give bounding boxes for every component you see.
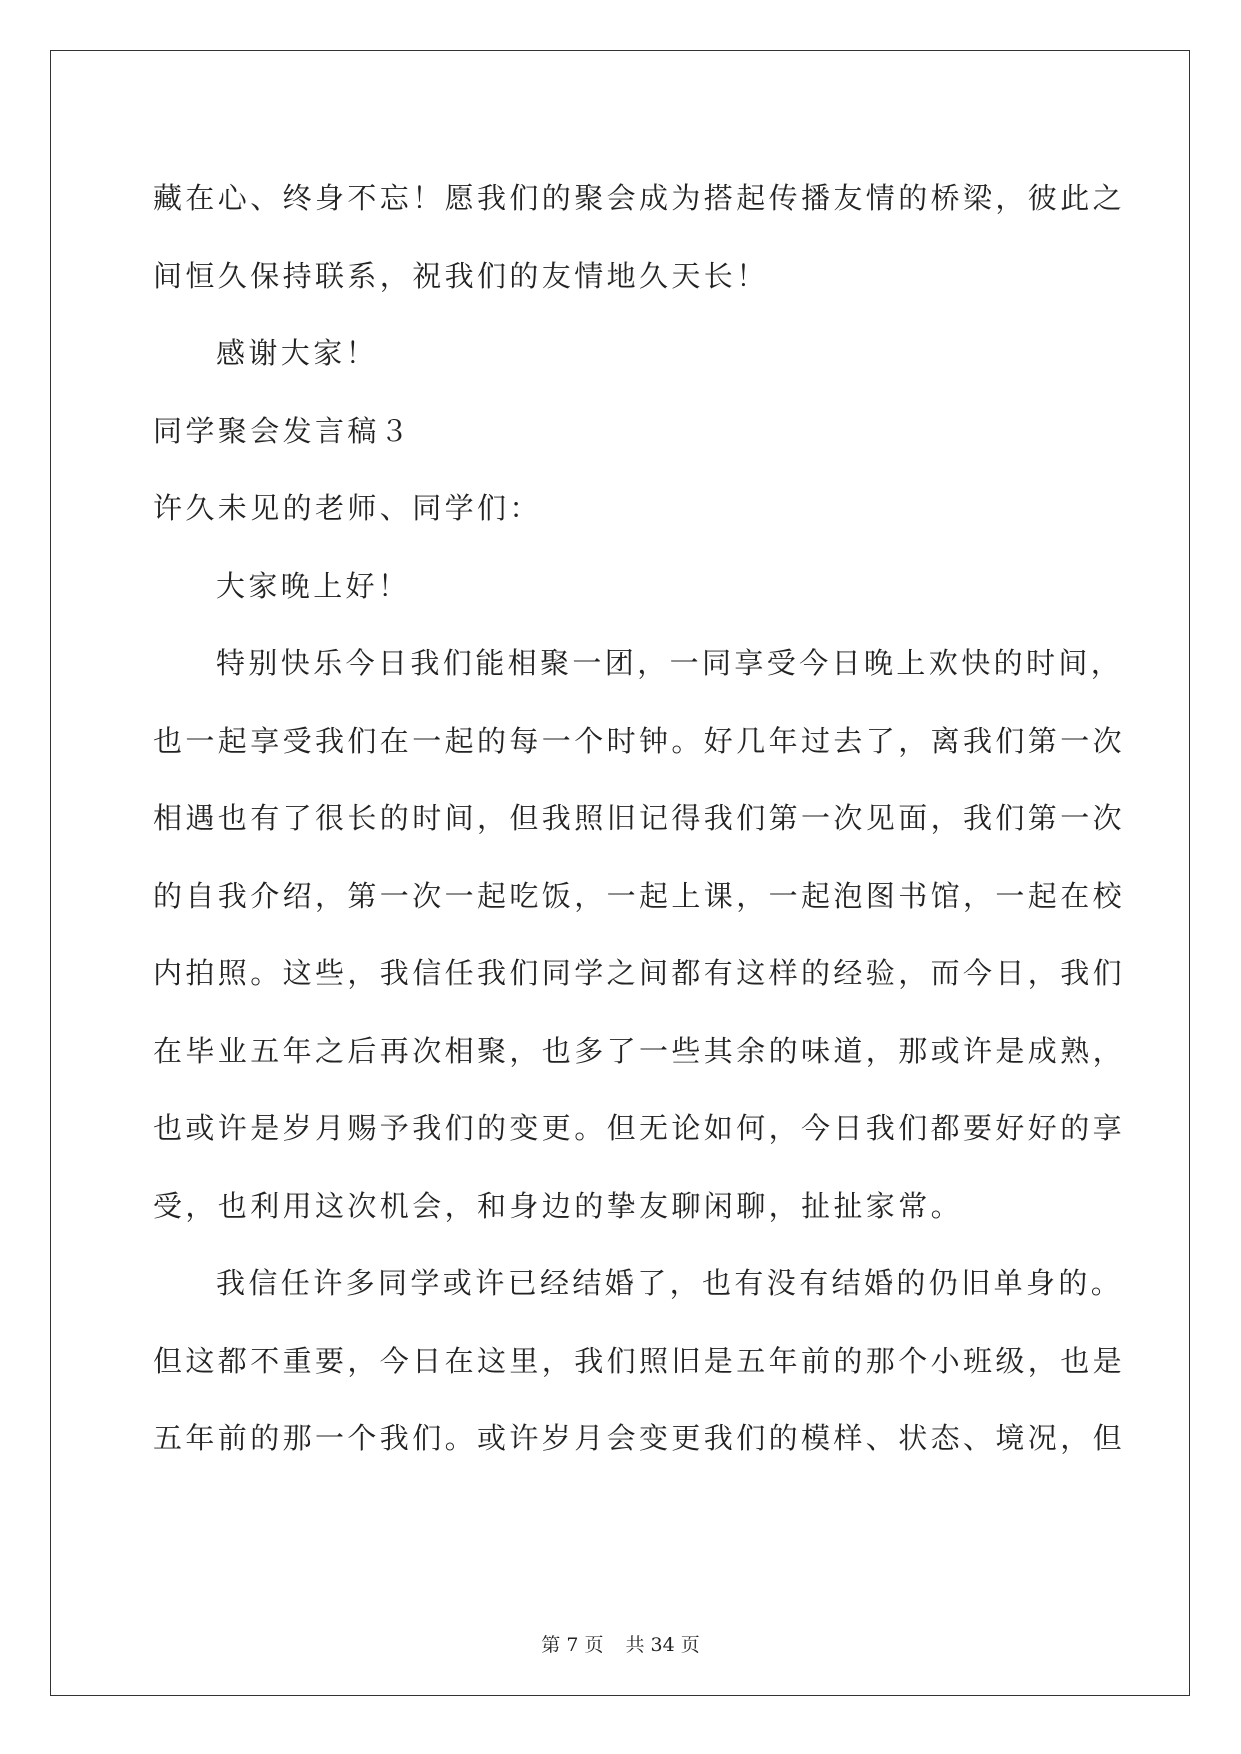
greeting: 大家晚上好！ xyxy=(216,568,411,603)
paragraph-line: 五年前的那一个我们。或许岁月会变更我们的模样、状态、境况，但 xyxy=(153,1421,1126,1455)
paragraph-line: 藏在心、终身不忘！愿我们的聚会成为搭起传播友情的桥梁，彼此之 xyxy=(153,181,1126,215)
paragraph-line: 间恒久保持联系，祝我们的友情地久天长！ xyxy=(153,258,769,293)
paragraph-line: 特别快乐今日我们能相聚一团，一同享受今日晚上欢快的时间， xyxy=(216,646,1124,680)
paragraph-line: 我信任许多同学或许已经结婚了，也有没有结婚的仍旧单身的。 xyxy=(216,1266,1124,1300)
paragraph-line: 也一起享受我们在一起的每一个时钟。好几年过去了，离我们第一次 xyxy=(153,723,1126,758)
document-body xyxy=(153,160,1126,1478)
paragraph-line: 的自我介绍，第一次一起吃饭，一起上课，一起泡图书馆，一起在校 xyxy=(153,878,1126,913)
paragraph-line: 但这都不重要，今日在这里，我们照旧是五年前的那个小班级，也是 xyxy=(153,1343,1126,1378)
page-number: 第 7 页 xyxy=(541,1634,604,1656)
paragraph-line: 受，也利用这次机会，和身边的挚友聊闲聊，扯扯家常。 xyxy=(153,1188,964,1223)
page-total: 共 34 页 xyxy=(625,1634,700,1656)
paragraph-line: 内拍照。这些，我信任我们同学之间都有这样的经验，而今日，我们 xyxy=(153,956,1126,990)
paragraph-line: 在毕业五年之后再次相聚，也多了一些其余的味道，那或许是成熟， xyxy=(153,1033,1126,1068)
paragraph-line: 也或许是岁月赐予我们的变更。但无论如何，今日我们都要好好的享 xyxy=(153,1111,1126,1145)
salutation: 许久未见的老师、同学们： xyxy=(153,491,542,525)
paragraph-line: 感谢大家！ xyxy=(216,336,379,370)
section-heading: 同学聚会发言稿３ xyxy=(153,413,413,448)
paragraph-line: 相遇也有了很长的时间，但我照旧记得我们第一次见面，我们第一次 xyxy=(153,801,1126,835)
page-footer xyxy=(0,1630,1241,1657)
